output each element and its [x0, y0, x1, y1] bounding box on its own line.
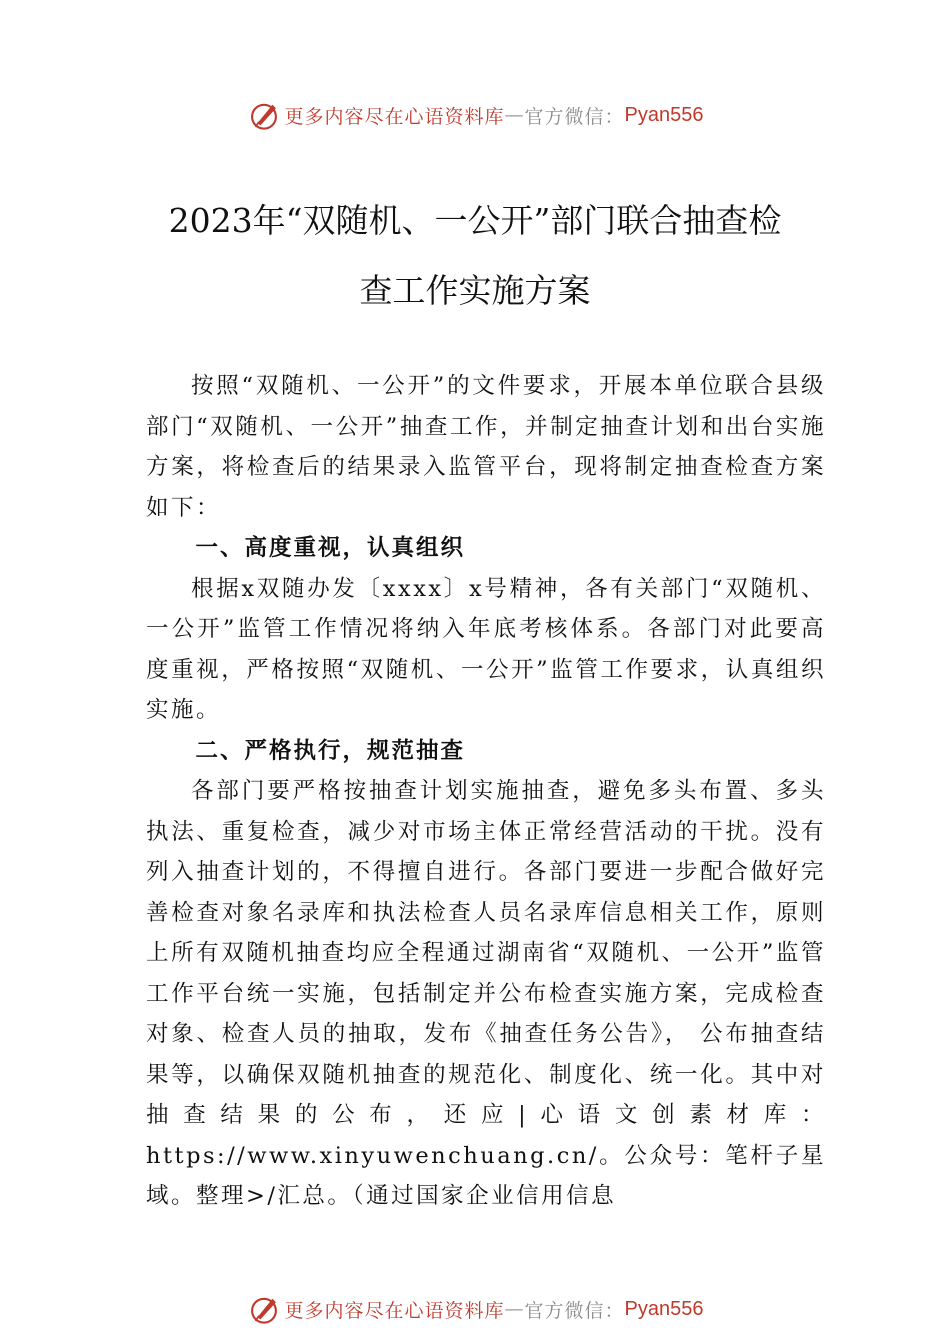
- banner-brand-text: 更多内容尽在心语资料库: [284, 105, 505, 128]
- banner-wechat-id: Pyan556: [624, 103, 704, 126]
- feather-logo-icon: [247, 1292, 281, 1326]
- section-2-heading: 二、严格执行，规范抽查: [195, 737, 466, 764]
- title-line-2: 查工作实施方案: [359, 271, 591, 310]
- footer-watermark-banner: [0, 1289, 950, 1329]
- intro-paragraph: 按照“双随机、一公开”的文件要求，开展本单位联合县级部门“双随机、一公开”抽查工作，并制定抽查计划和出台实施方案，将检查后的结果录入监管平台，现将制定抽查检查方案如下：: [146, 373, 826, 521]
- header-watermark-banner: [0, 95, 950, 135]
- banner-wechat-label: 官方微信：: [524, 105, 625, 128]
- feather-logo-icon: [247, 98, 281, 132]
- title-line-1: 2023年“双随机、一公开”部门联合抽查检: [168, 201, 782, 240]
- section-1-heading: 一、高度重视，认真组织: [195, 535, 466, 561]
- document-body: [146, 366, 826, 1217]
- document-title: [60, 186, 890, 326]
- banner-wechat-label: 官方微信：: [524, 1299, 625, 1322]
- section-1-paragraph: 根据x双随办发〔xxxx〕x号精神，各有关部门“双随机、一公开”监管工作情况将纳入年底考核体系。各部门对此要高度重视，严格按照“双随机、一公开”监管工作要求，认真组织实施。: [146, 575, 826, 723]
- banner-dash: —: [504, 1298, 525, 1320]
- banner-dash: —: [504, 104, 525, 126]
- banner-wechat-id: Pyan556: [624, 1297, 704, 1320]
- section-2-paragraph: 各部门要严格按抽查计划实施抽查，避免多头布置、多头执法、重复检查，减少对市场主体正常经营活动的干扰。没有列入抽查计划的，不得擅自进行。各部门要进一步配合做好完善检查对象名录库和执法检查人员名录库信息相关工作，原则上所有双随机抽查均应全程通过湖南省“双随机、一公开”监管工作平台统一实施，包括制定并公布检查实施方案，完成检查对象、检查人员的抽取，发布《抽查任务公告》， 公布抽查结果等，以确保双随机抽查的规范化、制度化、统一化。其中对抽查结果的公布，还应|心语文创素材库：https://www.xinyuwenchuang.cn/。公众号：笔杆子星域。整理>/汇总。（通过国家企业信用信息: [146, 778, 826, 1209]
- banner-brand-text: 更多内容尽在心语资料库: [284, 1299, 505, 1322]
